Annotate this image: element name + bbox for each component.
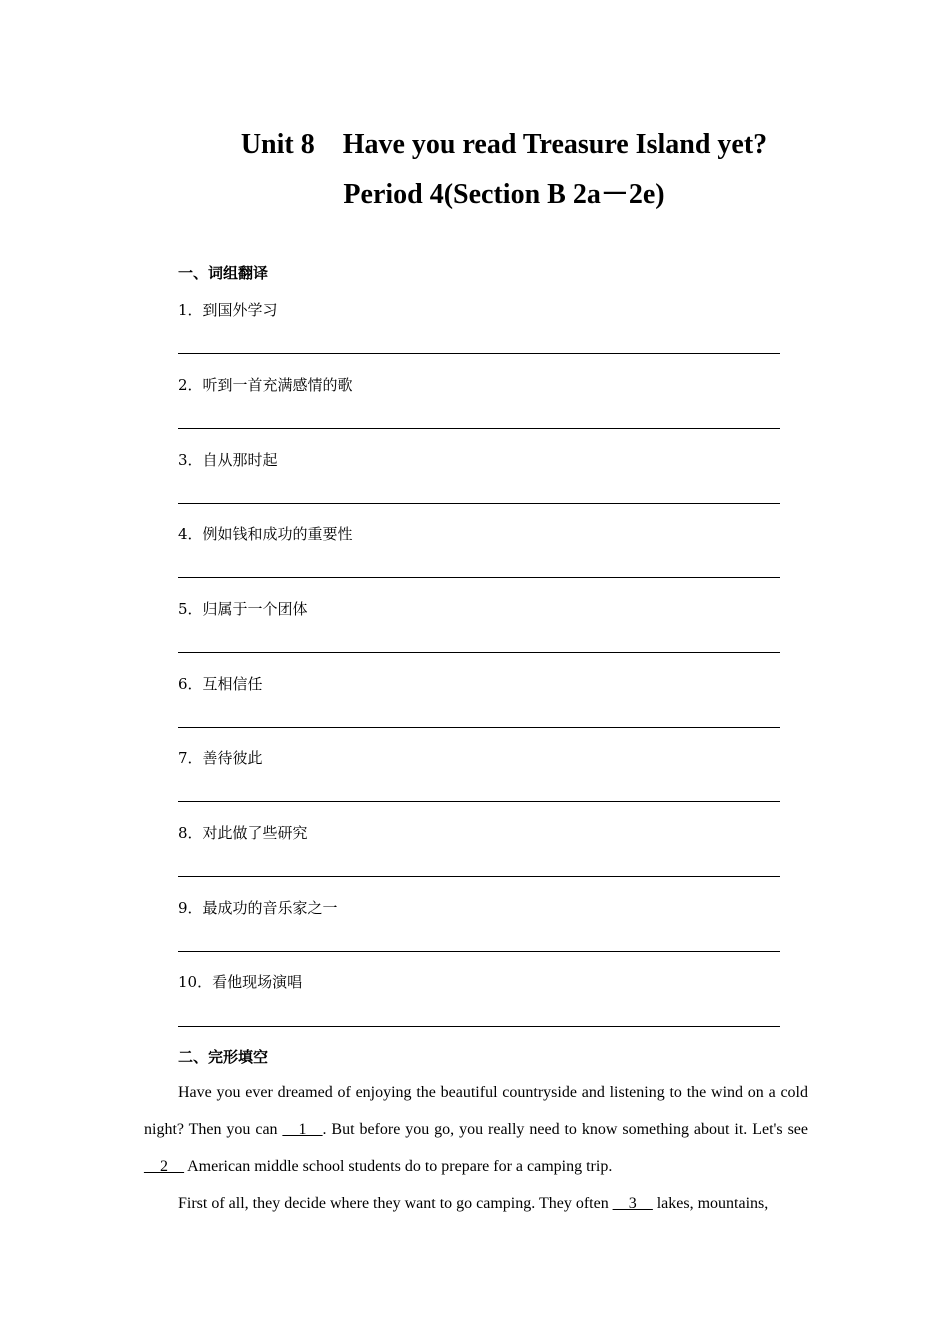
answer-line-4[interactable] <box>178 577 780 578</box>
answer-line-10[interactable] <box>178 1026 780 1027</box>
answer-line-5[interactable] <box>178 652 780 653</box>
answer-line-1[interactable] <box>178 353 780 354</box>
answer-line-6[interactable] <box>178 727 780 728</box>
vocab-item-2: 2．听到一首充满感情的歌 <box>178 376 353 394</box>
vocab-item-7: 7．善待彼此 <box>178 749 263 767</box>
cloze-blank-1[interactable]: __1__ <box>282 1121 323 1138</box>
answer-line-2[interactable] <box>178 428 780 429</box>
vocab-item-4: 4．例如钱和成功的重要性 <box>178 525 353 543</box>
vocab-item-6: 6．互相信任 <box>178 675 263 693</box>
answer-line-9[interactable] <box>178 951 780 952</box>
page-title: Unit 8 Have you read Treasure Island yet? <box>240 129 768 160</box>
answer-line-7[interactable] <box>178 801 780 802</box>
cloze-passage <box>144 1074 808 1222</box>
vocab-item-1: 1．到国外学习 <box>178 301 278 319</box>
vocab-item-3: 3．自从那时起 <box>178 451 278 469</box>
cloze-paragraph-2: First of all, they decide where they want to go camping. They often __3__ lakes, mountains, <box>178 1195 769 1212</box>
cloze-blank-3[interactable]: __3__ <box>612 1195 653 1212</box>
vocab-item-8: 8．对此做了些研究 <box>178 824 308 842</box>
answer-line-3[interactable] <box>178 503 780 504</box>
answer-line-8[interactable] <box>178 876 780 877</box>
section-heading-cloze: 二、完形填空 <box>178 1048 269 1066</box>
vocab-item-5: 5．归属于一个团体 <box>178 600 308 618</box>
cloze-paragraph-1: Have you ever dreamed of enjoying the beautiful countryside and listening to the wind on a cold night? Then you can __1__. But before you go, you really need to know something about it. Let's see __2__ American middle school students do to prepare for a camping trip. <box>144 1084 809 1175</box>
cloze-blank-2[interactable]: __2__ <box>144 1158 184 1175</box>
vocab-item-9: 9．最成功的音乐家之一 <box>178 899 338 917</box>
section-heading-vocab: 一、词组翻译 <box>178 264 269 282</box>
page-subtitle: Period 4(Section B 2a－2e) <box>343 179 665 210</box>
vocab-item-10: 10．看他现场演唱 <box>178 973 303 991</box>
